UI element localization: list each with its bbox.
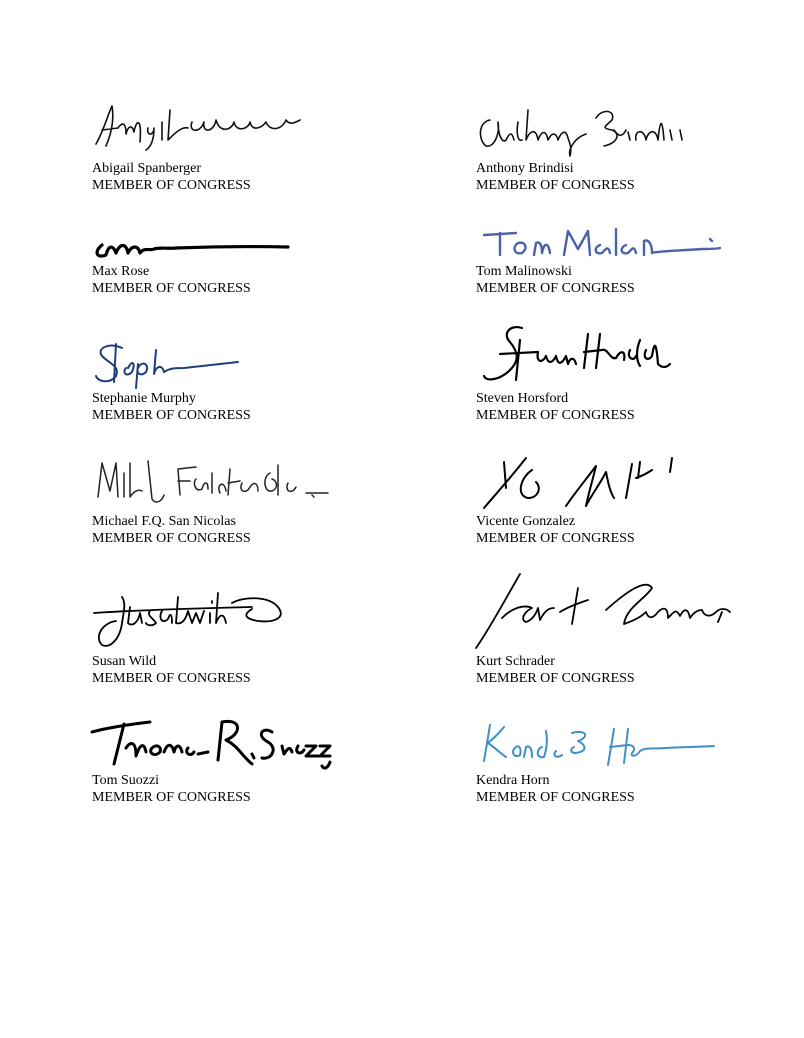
signatory-name: Kendra Horn (476, 773, 550, 788)
signatory-name: Steven Horsford (476, 391, 569, 406)
signatory-title: MEMBER OF CONGRESS (92, 671, 251, 686)
signatory-name: Vicente Gonzalez (476, 514, 576, 529)
signature-brindisi (476, 100, 691, 160)
signature-block-horn (476, 772, 635, 806)
signature-san-nicolas (92, 455, 337, 513)
signatory-title: MEMBER OF CONGRESS (92, 408, 251, 423)
signatory-name: Anthony Brindisi (476, 161, 574, 176)
signature-block-san-nicolas (92, 513, 251, 547)
signatory-name: Tom Malinowski (476, 264, 572, 279)
signatory-name: Stephanie Murphy (92, 391, 196, 406)
signature-block-brindisi (476, 160, 635, 194)
signature-malinowski (476, 221, 726, 263)
signature-gonzalez (476, 448, 696, 513)
signature-horsford (476, 320, 676, 390)
signatory-title: MEMBER OF CONGRESS (92, 531, 251, 546)
signature-block-suozzi (92, 772, 251, 806)
signature-block-schrader (476, 653, 635, 687)
signatory-name: Tom Suozzi (92, 773, 160, 788)
signature-block-murphy (92, 390, 251, 424)
signature-wild (92, 583, 292, 653)
signatory-title: MEMBER OF CONGRESS (92, 281, 251, 296)
signatory-title: MEMBER OF CONGRESS (476, 790, 635, 805)
signature-block-horsford (476, 390, 635, 424)
signatory-name: Susan Wild (92, 654, 157, 669)
signatory-name: Michael F.Q. San Nicolas (92, 514, 236, 529)
signatory-title: MEMBER OF CONGRESS (92, 790, 251, 805)
signature-spanberger (92, 100, 307, 160)
signatory-name: Max Rose (92, 264, 150, 279)
signatory-title: MEMBER OF CONGRESS (476, 178, 635, 193)
signatory-title: MEMBER OF CONGRESS (476, 281, 635, 296)
signature-block-wild (92, 653, 251, 687)
signature-block-rose (92, 263, 251, 297)
signature-block-gonzalez (476, 513, 635, 547)
signatory-title: MEMBER OF CONGRESS (476, 531, 635, 546)
signatory-title: MEMBER OF CONGRESS (476, 671, 635, 686)
signature-horn (476, 717, 726, 772)
signature-block-malinowski (476, 263, 635, 297)
signatory-title: MEMBER OF CONGRESS (476, 408, 635, 423)
signatory-name: Kurt Schrader (476, 654, 555, 669)
signature-block-spanberger (92, 160, 251, 194)
signature-rose (92, 223, 292, 263)
signature-suozzi (92, 712, 332, 772)
signature-murphy (92, 338, 252, 390)
signatory-title: MEMBER OF CONGRESS (92, 178, 251, 193)
signature-schrader (476, 568, 746, 653)
signatory-name: Abigail Spanberger (92, 161, 201, 176)
